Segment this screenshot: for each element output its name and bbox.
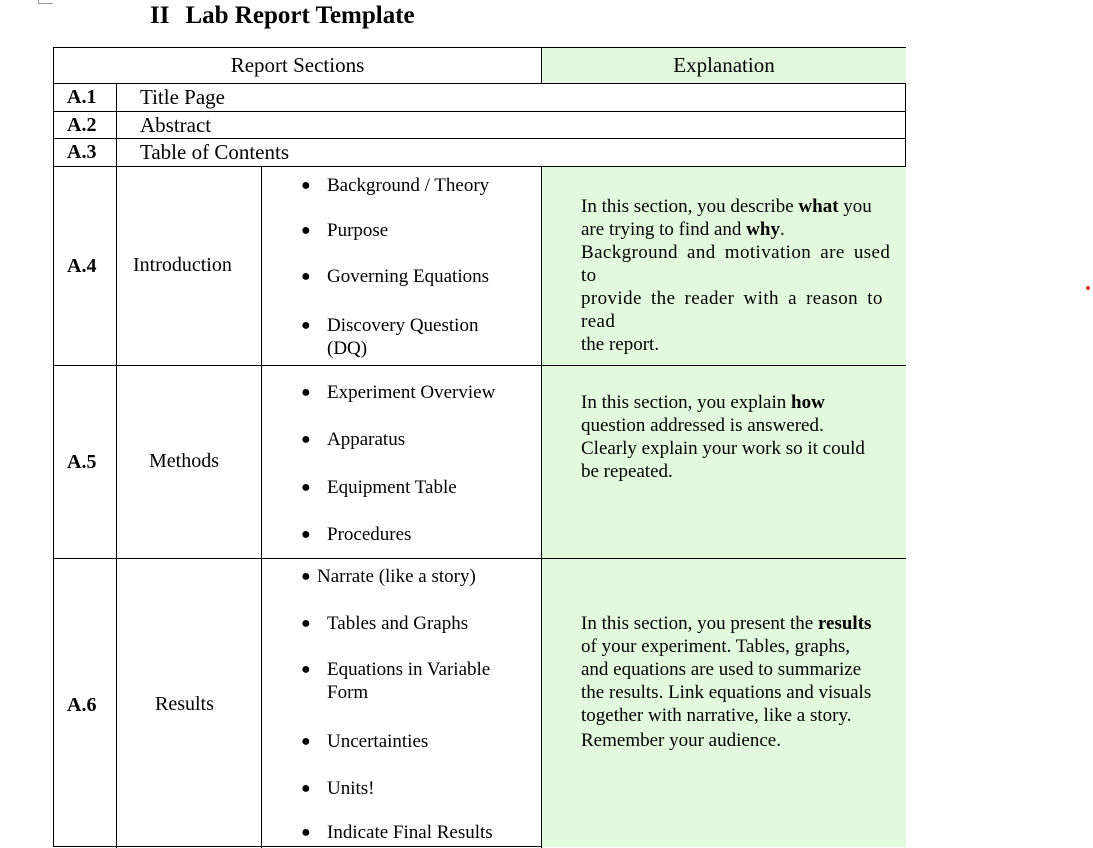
- report-template-table: Report Sections Explanation A.1 Title Page A.2 Abstract A.3 Table of Contents A.4 Introduction ● Background / Theory ● Purpose ● Governing Equations ● Discovery Question (DQ) In this section, you describe what you are trying to find and why. Background and motivation are used to provide the reader with a reason to read the report. A.5 Methods ● Experiment Overview ● Apparatus ● Equipment Table ● Procedures In this section, you explain how question addressed is answered. Clearly explain your work so it could be repeated. A.6 Results ● Narrate (like a story) ● Tables and Graphs ● Equations in Variable Form ● Uncertainties ● Units! ● Indicate Final Results In this section, you present the results of your experiment. Tables, graphs, and equations are used to summarize the results. Link equations and visuals together with narrative, like a story. Remember your audience.: [53, 47, 906, 847]
- row-code: A.2: [67, 114, 97, 136]
- red-dot-mark: [1086, 286, 1090, 290]
- row-code: A.5: [67, 451, 97, 473]
- row-name: Introduction: [133, 254, 232, 276]
- row-title: Title Page: [140, 85, 225, 109]
- explanation-header: Explanation: [673, 53, 775, 77]
- page-title: [150, 2, 415, 30]
- section-number: II: [150, 2, 170, 29]
- corner-mark: [38, 0, 53, 4]
- row-title: Table of Contents: [140, 140, 289, 164]
- methods-explanation: In this section, you explain how question addressed is answered. Clearly explain your work so it could be repeated.: [581, 392, 865, 482]
- introduction-explanation: In this section, you describe what you are trying to find and why. Background and motivation are used to provide the reader with a reason to read the report.: [581, 196, 891, 355]
- row-code: A.4: [67, 255, 97, 277]
- row-code: A.3: [67, 141, 97, 163]
- row-code: A.1: [67, 86, 97, 108]
- row-code: A.6: [67, 694, 97, 716]
- report-sections-header: Report Sections: [230, 53, 365, 77]
- row-name: Methods: [149, 450, 219, 472]
- row-name: Results: [155, 693, 214, 715]
- section-title: Lab Report Template: [185, 2, 415, 29]
- results-explanation: In this section, you present the results of your experiment. Tables, graphs, and equations are used to summarize the results. Link equations and visuals together with narrative, like a story. Remember your audience.: [581, 613, 872, 751]
- row-title: Abstract: [140, 113, 212, 137]
